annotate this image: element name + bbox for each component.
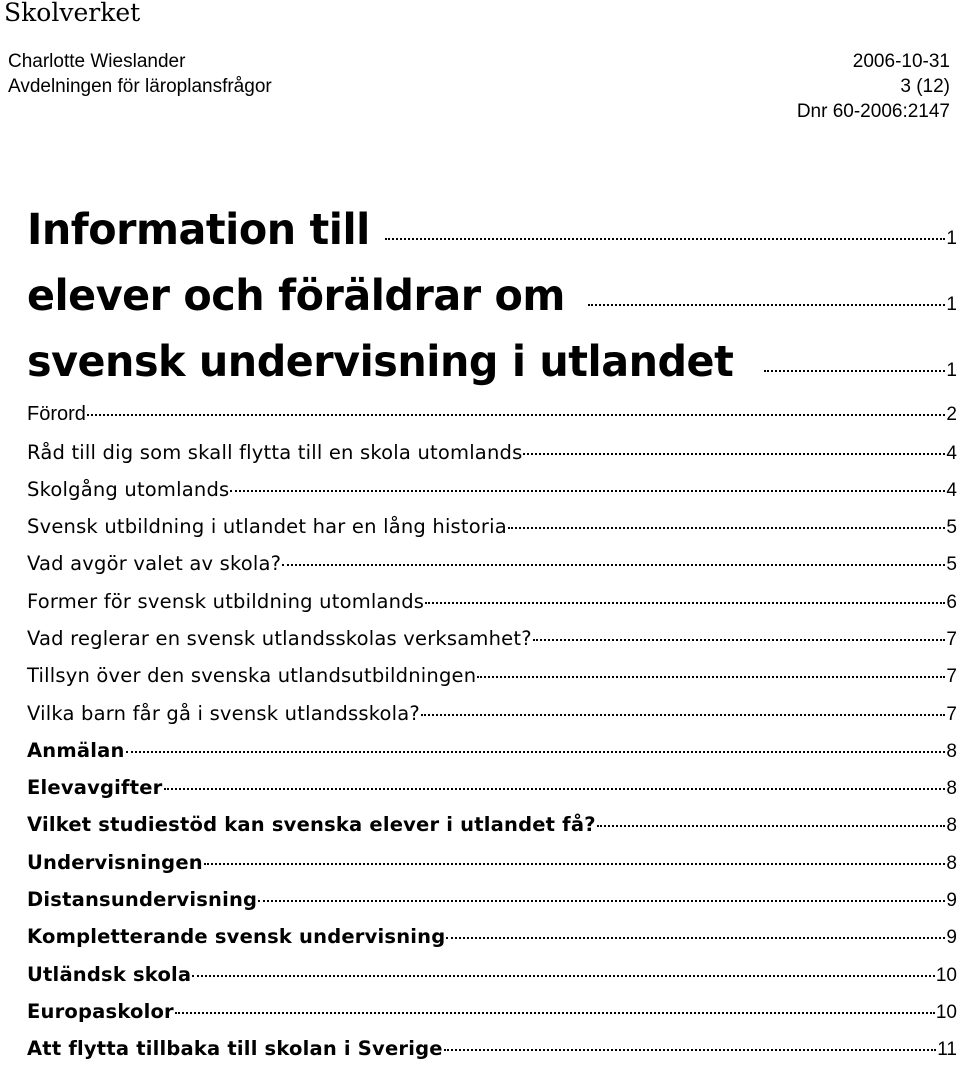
- leader-dots: [533, 639, 946, 641]
- toc-entry[interactable]: [27, 702, 957, 739]
- toc-entry-label: Kompletterande svensk undervisning: [27, 925, 446, 949]
- toc-entry-label: Att flytta tillbaka till skolan i Sverige: [27, 1037, 443, 1061]
- toc-page-number: 2: [946, 404, 957, 425]
- toc-entry[interactable]: [27, 776, 957, 813]
- toc-entry-label: Elevavgifter: [27, 776, 163, 800]
- toc-page-number: 10: [935, 1001, 957, 1023]
- toc-entry[interactable]: [27, 963, 957, 1000]
- toc-entry-label: Vilket studiestöd kan svenska elever i utlandet få?: [27, 813, 596, 837]
- toc-page-number: 1: [946, 360, 957, 381]
- toc-page-number: 5: [946, 554, 957, 576]
- toc-entry[interactable]: [27, 552, 957, 589]
- toc-page-number: 8: [946, 778, 957, 800]
- leader-dots: [446, 937, 945, 939]
- page-indicator: 3 (12): [900, 76, 950, 97]
- leader-dots: [425, 602, 945, 604]
- leader-dots: [258, 900, 945, 902]
- toc-entry-label: Europaskolor: [27, 999, 174, 1023]
- toc-entry-label: Råd till dig som skall flytta till en skola utomlands: [27, 440, 523, 464]
- toc-page-number: 7: [946, 703, 957, 725]
- toc-title-line[interactable]: [27, 271, 957, 337]
- toc-entry-label: Vad reglerar en svensk utlandsskolas verksamhet?: [27, 626, 532, 650]
- toc-entry-label: svensk undervisning i utlandet: [27, 337, 734, 387]
- toc-entry[interactable]: [27, 590, 957, 627]
- toc-page-number: 11: [937, 1039, 957, 1061]
- leader-dots: [230, 490, 945, 492]
- toc-page-number: 1: [946, 294, 957, 315]
- toc-entry-label: Vad avgör valet av skola?: [27, 552, 282, 576]
- toc-entry-label: Undervisningen: [27, 850, 203, 874]
- toc-page-number: 7: [946, 628, 957, 650]
- toc-entry[interactable]: [27, 813, 957, 850]
- author-name: Charlotte Wieslander: [8, 51, 186, 72]
- toc-page-number: 6: [946, 591, 957, 613]
- toc-entry-label: Vilka barn får gå i svensk utlandsskola?: [27, 701, 420, 725]
- toc-entry[interactable]: [27, 627, 957, 664]
- leader-dots: [87, 414, 946, 416]
- leader-dots: [597, 825, 946, 827]
- toc-page-number: 10: [935, 964, 957, 986]
- leader-dots: [175, 1012, 935, 1014]
- toc-page-number: 4: [946, 479, 957, 501]
- toc-page-number: 9: [946, 890, 957, 912]
- leader-dots: [204, 863, 946, 865]
- toc-entry[interactable]: [27, 664, 957, 701]
- leader-dots: [444, 1049, 937, 1051]
- toc-entry-label: Former för svensk utbildning utomlands: [27, 589, 425, 613]
- table-of-contents: [27, 205, 957, 1075]
- toc-entry[interactable]: [27, 441, 957, 478]
- toc-entry-label: Information till: [27, 205, 370, 255]
- toc-entry-label: Anmälan: [27, 738, 125, 762]
- leader-dots: [508, 527, 946, 529]
- toc-entry-label: Förord: [27, 403, 86, 425]
- leader-dots: [477, 676, 945, 678]
- leader-dots: [523, 453, 945, 455]
- toc-page-number: 5: [946, 517, 957, 539]
- toc-entry[interactable]: [27, 403, 957, 441]
- toc-entry-label: Tillsyn över den svenska utlandsutbildningen: [27, 664, 477, 688]
- leader-dots: [282, 564, 945, 566]
- toc-entry[interactable]: [27, 888, 957, 925]
- toc-entry-label: elever och föräldrar om: [27, 271, 565, 321]
- toc-entry[interactable]: [27, 478, 957, 515]
- toc-entry[interactable]: [27, 1037, 957, 1074]
- leader-dots: [192, 975, 935, 977]
- toc-page-number: 4: [946, 442, 957, 464]
- toc-page-number: 9: [946, 927, 957, 949]
- leader-dots: [421, 714, 945, 716]
- document-date: 2006-10-31: [852, 51, 950, 72]
- toc-entry[interactable]: [27, 739, 957, 776]
- leader-dots: [764, 370, 946, 372]
- toc-page-number: 8: [946, 740, 957, 762]
- diary-number: Dnr 60-2006:2147: [796, 101, 950, 122]
- toc-page-number: 8: [946, 852, 957, 874]
- toc-entry[interactable]: [27, 515, 957, 552]
- toc-page-number: 8: [946, 815, 957, 837]
- leader-dots: [385, 238, 945, 240]
- leader-dots: [126, 751, 946, 753]
- toc-entry-label: Svensk utbildning i utlandet har en lång historia: [27, 515, 507, 539]
- toc-entry-label: Skolgång utomlands: [27, 477, 230, 501]
- department-name: Avdelningen för läroplansfrågor: [8, 76, 272, 97]
- toc-entry[interactable]: [27, 851, 957, 888]
- leader-dots: [164, 788, 946, 790]
- toc-entry[interactable]: [27, 1000, 957, 1037]
- toc-entry-label: Distansundervisning: [27, 888, 258, 912]
- toc-page-number: 7: [946, 666, 957, 688]
- toc-page-number: 1: [946, 228, 957, 249]
- toc-entry[interactable]: [27, 925, 957, 962]
- organization-name: Skolverket: [4, 0, 141, 27]
- leader-dots: [588, 304, 945, 306]
- toc-entry-label: Utländsk skola: [27, 962, 192, 986]
- toc-title-line[interactable]: [27, 205, 957, 271]
- toc-title-line[interactable]: [27, 337, 957, 403]
